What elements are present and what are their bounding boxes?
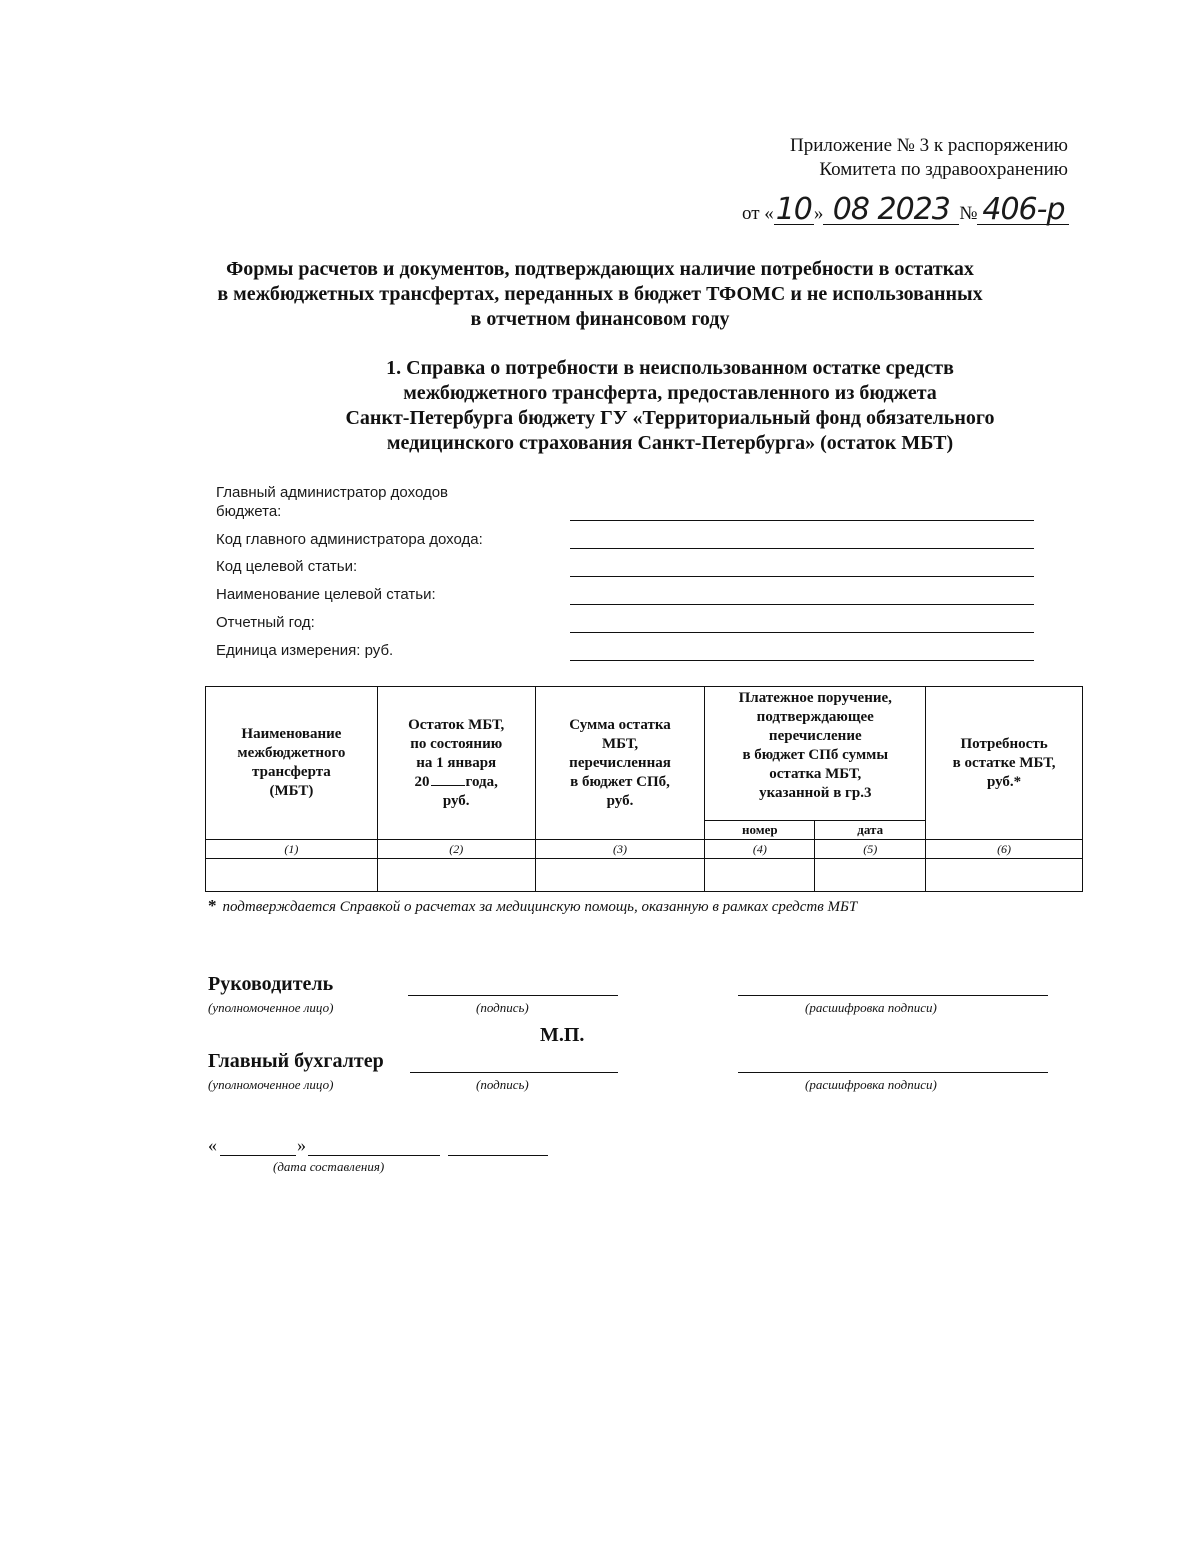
head-decode-hint: (расшифровка подписи) [805,1000,937,1015]
table-cell[interactable] [535,859,705,892]
header-mbt-balance [377,687,535,840]
table-cell[interactable] [705,859,815,892]
column-number: (1) [206,840,378,859]
head-title: Руководитель [208,973,334,995]
number-sign: № [959,203,978,224]
handwritten-day: 10 [775,192,812,227]
field-line-target-code[interactable] [570,576,1034,577]
column-number: (3) [535,840,705,859]
title-line: Формы расчетов и документов, подтверждающих наличие потребности в остатках [226,258,974,280]
header-date: дата [815,821,926,840]
column-number: (5) [815,840,926,859]
header-transferred-sum [535,687,705,840]
header-text: трансферта [252,764,331,780]
date-month-line[interactable] [308,1155,440,1156]
date-quote: » [813,203,824,224]
table-cell[interactable] [926,859,1083,892]
header-text: на 1 января [416,754,497,771]
header-text: (МБТ) [269,783,314,799]
date-day-line[interactable] [220,1155,296,1156]
head-sub: (уполномоченное лицо) [208,1000,334,1015]
header-text: руб. [442,792,470,809]
footnote-star: * [208,896,217,915]
column-number: (4) [705,840,815,859]
accountant-title: Главный бухгалтер [208,1050,384,1072]
header-text: по состоянию [410,735,503,752]
header-text: МБТ, [601,735,639,752]
header-text: перечисление [768,728,862,744]
title-line: в отчетном финансовом году [470,308,730,330]
field-line-year[interactable] [570,632,1034,633]
head-decode-line[interactable] [738,995,1048,996]
date-prefix: от « [742,203,774,224]
table-cell[interactable] [815,859,926,892]
date-year-line[interactable] [448,1155,548,1156]
accountant-decode-hint: (расшифровка подписи) [805,1077,937,1092]
date-open-quote: « [208,1135,217,1155]
field-label-admin-code: Код главного администратора дохода: [216,531,483,548]
header-text: руб. [606,792,634,809]
field-label-year: Отчетный год: [216,614,315,631]
accountant-sub: (уполномоченное лицо) [208,1077,334,1092]
field-line-admin-code[interactable] [570,548,1034,549]
header-text: Платежное поручение, [738,690,892,706]
header-text: в остатке МБТ, [952,754,1056,771]
stamp-place: М.П. [540,1024,585,1046]
header-text: 20 [414,773,430,790]
header-text: руб.* [986,773,1022,790]
section-title-line: межбюджетного трансферта, предоставленного из бюджета [403,382,937,404]
section-title-line: медицинского страхования Санкт-Петербурга» (остаток МБТ) [386,432,954,454]
section-title-line: 1. Справка о потребности в неиспользованном остатке средств [386,357,954,379]
field-line-unit[interactable] [570,660,1034,661]
header-text: в бюджет СПб суммы [742,747,889,763]
header-text: Потребность [960,735,1048,752]
handwritten-number: 406-р [977,196,1069,225]
header-mbt-name [206,687,378,840]
header-text: в бюджет СПб, [570,773,670,790]
header-text: Остаток МБТ, [408,716,505,733]
column-number: (2) [377,840,535,859]
date-hint: (дата составления) [273,1159,385,1174]
section-title-line: Санкт-Петербурга бюджету ГУ «Территориальный фонд обязательного [345,407,995,429]
header-text: остатка МБТ, [769,766,862,782]
footnote [208,896,857,916]
field-line-target-name[interactable] [570,604,1034,605]
column-number: (6) [926,840,1083,859]
header-text: перечисленная [569,754,671,771]
section-title [250,356,1090,456]
appendix-line-1: Приложение № 3 к распоряжению [790,135,1068,156]
head-signature-line[interactable] [408,995,618,996]
table-cell[interactable] [377,859,535,892]
accountant-signature-line[interactable] [410,1072,618,1073]
accountant-decode-line[interactable] [738,1072,1048,1073]
header-year-line [382,773,531,792]
field-label-admin [216,483,448,521]
header-need [926,687,1083,840]
header-text: Наименование [241,726,342,742]
header-number: номер [705,821,815,840]
header-text: подтверждающее [756,709,874,725]
date-close-quote: » [297,1135,306,1155]
footnote-text: подтверждается Справкой о расчетах за медицинскую помощь, оказанную в рамках средств МБТ [222,899,858,915]
handwritten-month-year: 08 2023 [823,196,959,225]
document-title [150,257,1050,332]
title-line: в межбюджетных трансфертах, переданных в бюджет ТФОМС и не использованных [217,283,983,305]
header-payment-order [705,687,926,821]
mbt-table [205,686,1083,892]
header-text: года, [465,773,498,790]
appendix-line-2: Комитета по здравоохранению [819,159,1068,180]
header-text: Сумма остатка [569,716,671,733]
field-label-admin-l2: бюджета: [216,503,282,520]
field-label-target-code: Код целевой статьи: [216,558,358,575]
table-cell[interactable] [206,859,378,892]
accountant-signature-hint: (подпись) [476,1077,529,1092]
field-label-admin-l1: Главный администратор доходов [216,484,449,501]
appendix-date-number [742,192,1069,236]
field-label-unit: Единица измерения: руб. [216,642,394,659]
header-text: межбюджетного [237,745,346,761]
header-text: указанной в гр.3 [759,785,872,801]
field-label-target-name: Наименование целевой статьи: [216,586,436,603]
year-blank[interactable] [431,785,465,786]
field-line-admin[interactable] [570,520,1034,521]
head-signature-hint: (подпись) [476,1000,529,1015]
